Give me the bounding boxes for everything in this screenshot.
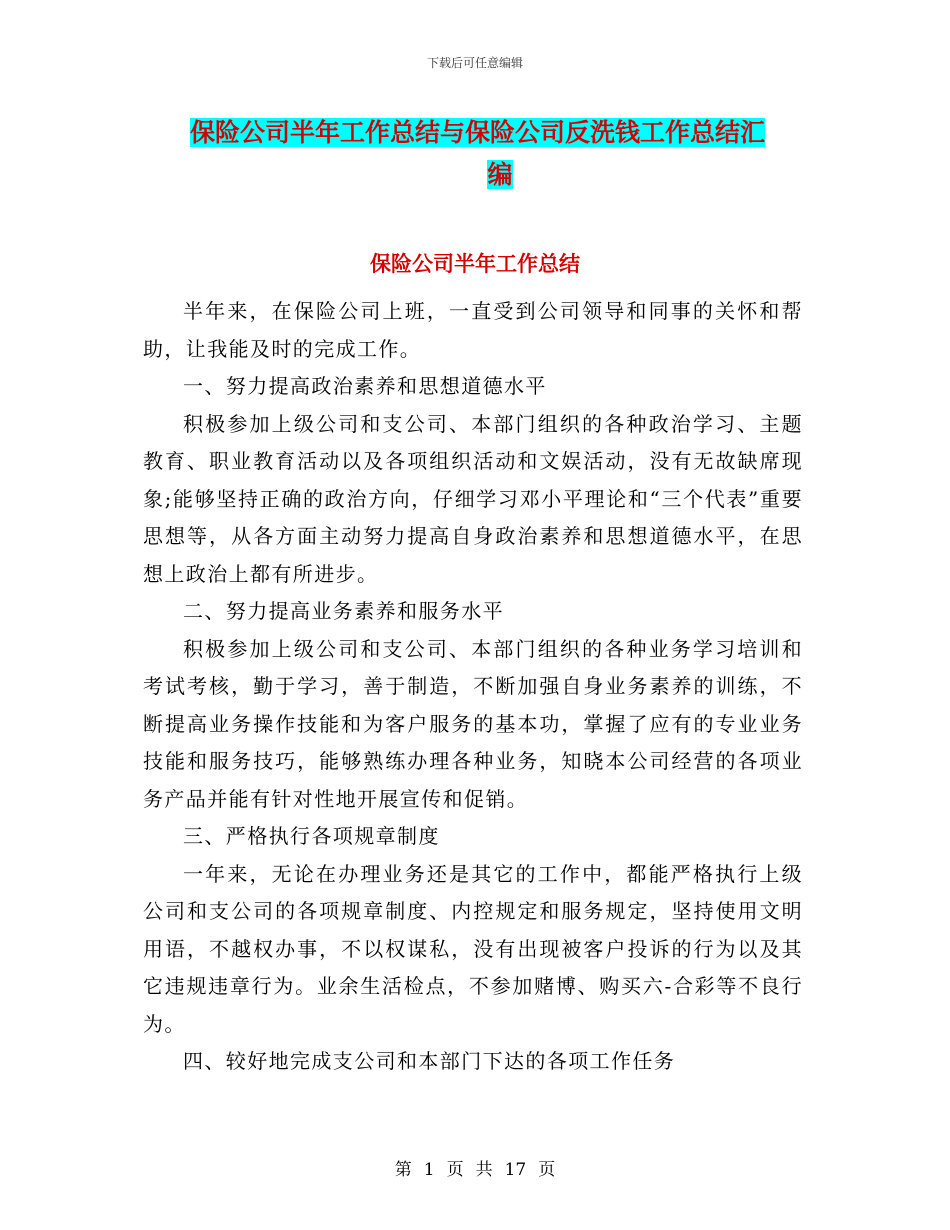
page-suffix: 页	[538, 1160, 556, 1180]
page-number: 1	[423, 1160, 435, 1180]
document-title-line-2: 编	[487, 160, 513, 189]
section-title: 保险公司半年工作总结	[370, 252, 580, 276]
document-title-line-1: 保险公司半年工作总结与保险公司反洗钱工作总结汇	[190, 118, 766, 147]
paragraph-politics: 积极参加上级公司和支公司、本部门组织的各种政治学习、主题教育、职业教育活动以及各项组织活动和文娱活动，没有无故缺席现象;能够坚持正确的政治方向，仔细学习邓小平理论和“三个代表”重要思想等，从各方面主动努力提高自身政治素养和思想道德水平，在思想上政治上都有所进步。	[143, 411, 803, 586]
paragraph-business: 积极参加上级公司和支公司、本部门组织的各种业务学习培训和考试考核，勤于学习，善于制造，不断加强自身业务素养的训练，不断提高业务操作技能和为客户服务的基本功，掌握了应有的专业业务技能和服务技巧，能够熟练办理各种业务，知晓本公司经营的各项业务产品并能有针对性地开展宣传和促销。	[143, 636, 803, 811]
total-pages: 17	[504, 1160, 527, 1180]
page-mid: 页	[446, 1160, 464, 1180]
page-prefix: 第	[394, 1160, 412, 1180]
document-title	[190, 112, 810, 196]
heading-tasks: 四、较好地完成支公司和本部门下达的各项工作任务	[183, 1049, 676, 1073]
heading-rules: 三、严格执行各项规章制度	[183, 824, 440, 848]
paragraph-rules: 一年来，无论在办理业务还是其它的工作中，都能严格执行上级公司和支公司的各项规章制度、内控规定和服务规定，坚持使用文明用语，不越权办事，不以权谋私，没有出现被客户投诉的行为以及其它违规违章行为。业余生活检点，不参加赌博、购买六-合彩等不良行为。	[143, 861, 803, 1036]
document-body	[143, 293, 803, 1081]
page-footer	[0, 1155, 950, 1180]
heading-politics: 一、努力提高政治素养和思想道德水平	[183, 374, 547, 398]
heading-business: 二、努力提高业务素养和服务水平	[183, 599, 504, 623]
total-prefix: 共	[475, 1160, 493, 1180]
paragraph-intro: 半年来，在保险公司上班，一直受到公司领导和同事的关怀和帮助，让我能及时的完成工作。	[143, 299, 803, 361]
header-note: 下载后可任意编辑	[426, 56, 523, 70]
